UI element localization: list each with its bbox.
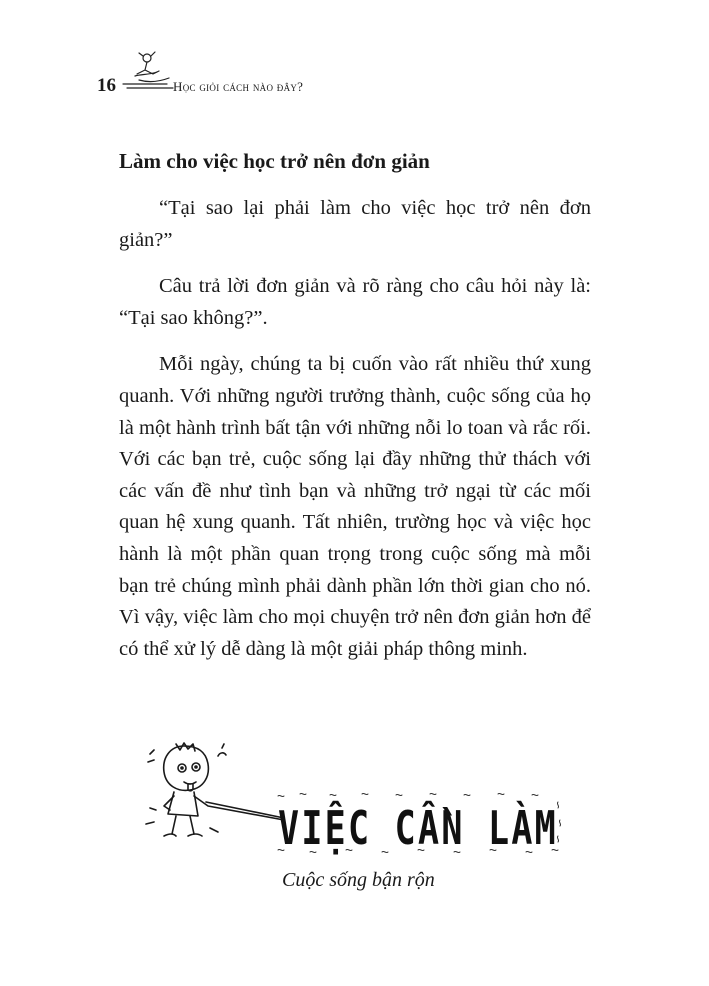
- illustration-caption: Cuộc sống bận rộn: [282, 869, 435, 891]
- paragraph-question: “Tại sao lại phải làm cho việc học trở nên đơn giản?”: [119, 197, 591, 251]
- body-text: [119, 193, 591, 680]
- page-number: 16: [97, 75, 116, 96]
- cartoon-boy-icon: [146, 743, 284, 836]
- running-title: Học giỏi cách nào đây?: [173, 79, 304, 94]
- paragraph-answer: Câu trả lời đơn giản và rõ ràng cho câu hỏi này là: “Tại sao không?”.: [119, 275, 591, 329]
- section-heading: Làm cho việc học trở nên đơn giản: [119, 149, 430, 173]
- paragraph-main: Mỗi ngày, chúng ta bị cuốn vào rất nhiều thứ xung quanh. Với những người trưởng thành, cuộc sống của họ là một hành trình bất tận với những nỗi lo toan và rắc rối. Với các bạn trẻ, cuộc sống lại đầy những thử thách với các vấn đề như tình bạn và những trở ngại từ các mối quan hệ xung quanh. Tất nhiên, trường học và việc học hành là một phần quan trọng trong cuộc sống mà mỗi bạn trẻ chúng mình phải dành phần lớn thời gian cho nó. Vì vậy, việc làm cho mọi chuyện trở nên đơn giản hơn để có thể xử lý dễ dàng là một giải pháp thông minh.: [119, 353, 591, 660]
- illustration-drawing: [140, 740, 580, 860]
- doodle-figure-icon: [121, 46, 177, 90]
- page-header: [97, 74, 597, 104]
- illustration: [140, 740, 580, 865]
- banner-text: VIỆC CẦN LÀM: [278, 801, 558, 855]
